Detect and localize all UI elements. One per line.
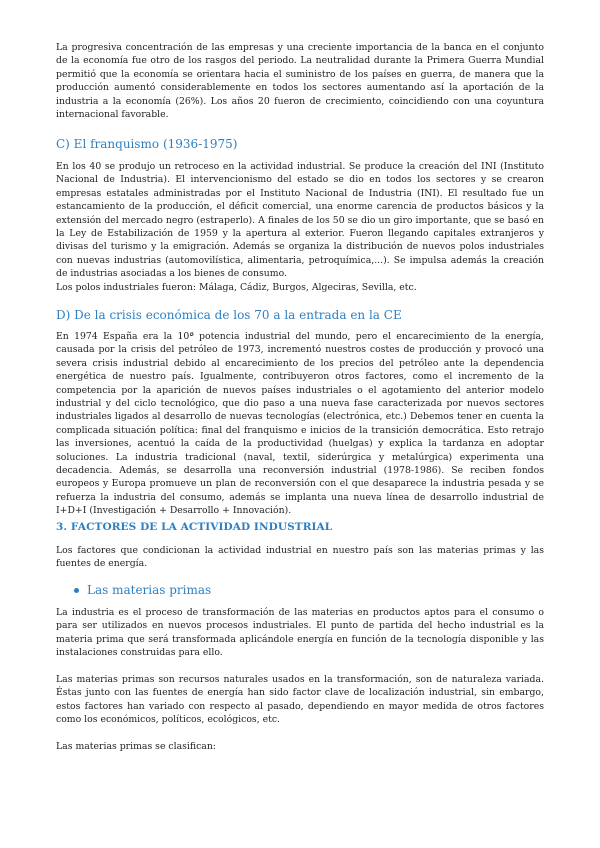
section-c-paragraph: En los 40 se produjo un retroceso en la actividad industrial. Se produce la creación del INI (Instituto Nacional de Industria). El intervencionismo del estado se dio en todos los sectores y se crearon empresas estatales administradas por el Instituto Nacional de Industria (INI). El resultado fue un estancamiento de la producción, el déficit comercial, una enorme carencia de productos básicos y la extensión del mercado negro (estraperlo). A finales de los 50 se dio un giro importante, que se basó en la Ley de Estabilización de 1959 y la apertura al exterior. Fueron llegando capitales extranjeros y divisas del turismo y la emigración. Además se organiza la distribución de nuevos polos industriales con nuevas industrias (automovilística, alimentaria, petroquímica,...). Se impulsa además la creación de industrias asociadas a los bienes de consumo. [56, 161, 544, 280]
materias-block-3 [56, 740, 544, 753]
materias-heading: Las materias primas [87, 583, 212, 597]
bullet-icon [74, 588, 79, 593]
section-d-block [56, 330, 544, 518]
materias-block-2 [56, 673, 544, 727]
materias-heading-row [74, 583, 211, 597]
industrial-poles-line: Los polos industriales fueron: Málaga, Cádiz, Burgos, Algeciras, Sevilla, etc. [56, 281, 417, 293]
intro-block [56, 41, 544, 121]
materias-block [56, 606, 544, 660]
section-3-heading: 3. FACTORES DE LA ACTIVIDAD INDUSTRIAL [56, 521, 333, 533]
section-c-block [56, 160, 544, 294]
section-3-paragraph: Los factores que condicionan la actividad industrial en nuestro país son las materias primas y las fuentes de energía. [56, 545, 544, 570]
materias-paragraph-2: Las materias primas son recursos naturales usados en la transformación, son de naturaleza variada. Éstas junto con las fuentes de energía han sido factor clave de localización industrial, sin embargo, estos factores han variado con respecto al pasado, dependiendo en mayor medida de otros factores como los económicos, políticos, ecológicos, etc. [56, 674, 544, 726]
section-3-block [56, 544, 544, 571]
materias-paragraph-3: Las materias primas se clasifican: [56, 741, 216, 752]
section-c-heading: C) El franquismo (1936-1975) [56, 137, 238, 151]
section-d-heading: D) De la crisis económica de los 70 a la entrada en la CE [56, 308, 402, 322]
section-d-paragraph: En 1974 España era la 10ª potencia industrial del mundo, pero el encarecimiento de la energía, causada por la crisis del petróleo de 1973, incrementó nuestros costes de producción y provocó una severa crisis industrial debido al encarecimiento de los precios del petróleo ante la dependencia energética de nuestro país. Igualmente, contribuyeron otros factores, como el incremento de la competencia por la aparición de nuevos países industriales o el agotamiento del anterior modelo industrial y del ciclo tecnológico, que dio paso a una nueva fase caracterizada por nuevos sectores industriales ligados al desarrollo de nuevas tecnologías (electrónica, etc.) Debemos tener en cuenta la complicada situación política: final del franquismo e inicios de la transición democrática. Esto retrajo las inversiones, acentuó la caída de la productividad (huelgas) y explica la tardanza en adoptar soluciones. La industria tradicional (naval, textil, siderúrgica y metalúrgica) experimenta una decadencia. Además, se desarrolla una reconversión industrial (1978-1986). Se reciben fondos europeos y Europa promueve un plan de reconversión con el que desaparece la industria pesada y se refuerza la industria del consumo, además se implanta una nueva línea de desarrollo industrial de I+D+I (Investigación + Desarrollo + Innovación). [56, 331, 544, 517]
intro-paragraph: La progresiva concentración de las empresas y una creciente importancia de la banca en el conjunto de la economía fue otro de los rasgos del periodo. La neutralidad durante la Primera Guerra Mundial permitió que la economía se orientara hacia el suministro de los países en guerra, de manera que la producción aumentó considerablemente en todos los sectores aumentando así la aportación de la industria a la economía (26%). Los años 20 fueron de crecimiento, coincidiendo con una coyuntura internacional favorable. [56, 42, 544, 121]
materias-paragraph-1: La industria es el proceso de transformación de las materias en productos aptos para el consumo o para ser utilizados en nuevos procesos industriales. El punto de partida del hecho industrial es la materia prima que será transformada aplicándole energía en función de la tecnología disponible y las instalaciones construidas para ello. [56, 607, 544, 659]
